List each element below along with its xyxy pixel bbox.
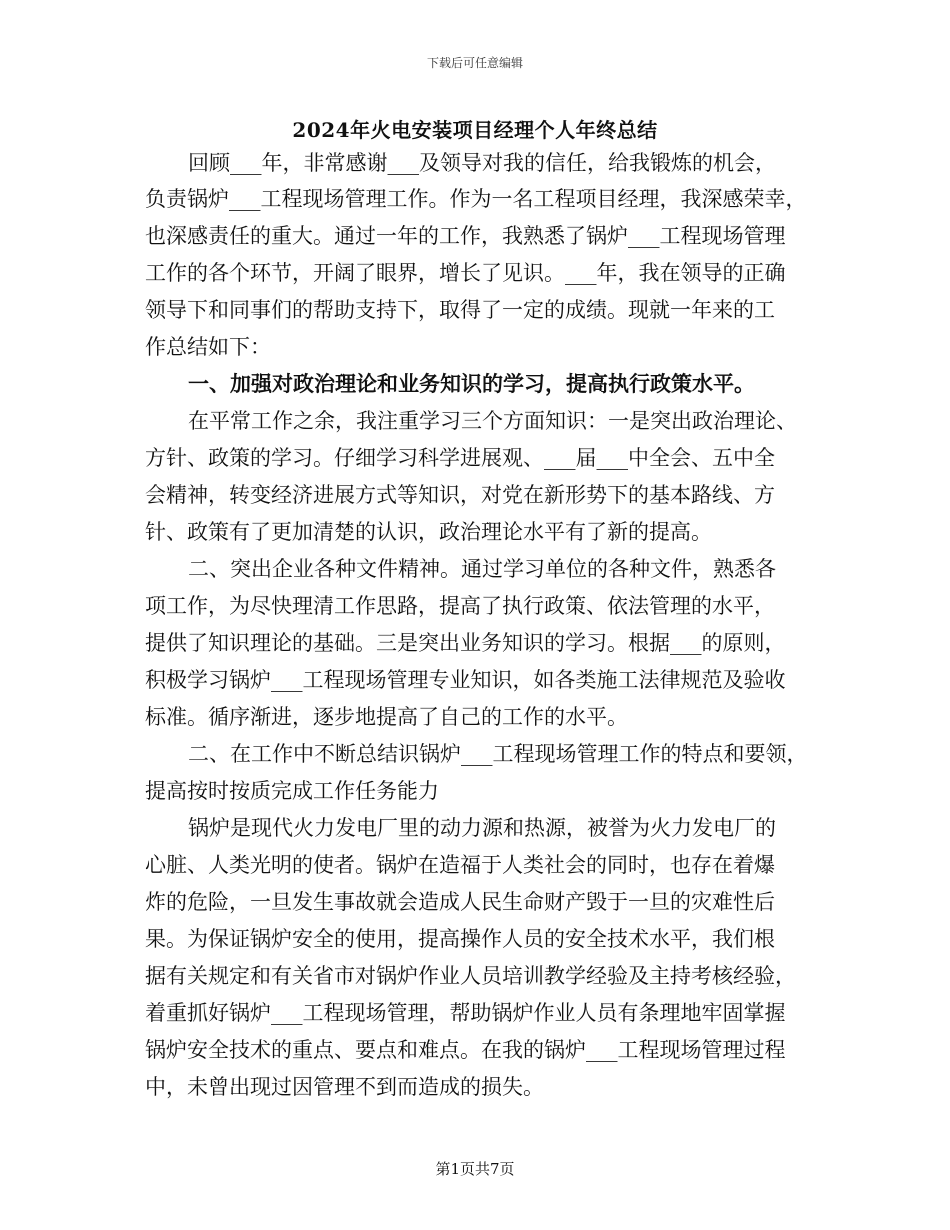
paragraph-line: 锅炉安全技术的重点、要点和难点。在我的锅炉___工程现场管理过程 — [145, 1038, 786, 1062]
paragraph-line: 炸的危险，一旦发生事故就会造成人民生命财产毁于一旦的灾难性后 — [145, 890, 775, 914]
paragraph-line: 项工作，为尽快理清工作思路，提高了执行政策、依法管理的水平， — [145, 594, 775, 618]
paragraph-line: 负责锅炉___工程现场管理工作。作为一名工程项目经理，我深感荣幸， — [145, 187, 807, 211]
paragraph-line: 在平常工作之余，我注重学习三个方面知识：一是突出政治理论、 — [188, 409, 797, 433]
paragraph-line: 积极学习锅炉___工程现场管理专业知识，如各类施工法律规范及验收 — [145, 668, 786, 692]
section-heading: 一、加强对政治理论和业务知识的学习，提高执行政策水平。 — [188, 371, 755, 396]
paragraph-line: 领导下和同事们的帮助支持下，取得了一定的成绩。现就一年来的工 — [145, 298, 775, 322]
paragraph-line: 据有关规定和有关省市对锅炉作业人员培训教学经验及主持考核经验， — [145, 964, 796, 988]
paragraph-line: 锅炉是现代火力发电厂里的动力源和热源，被誉为火力发电厂的 — [188, 816, 776, 840]
paragraph-line: 工作的各个环节，开阔了眼界，增长了见识。___年，我在领导的正确 — [145, 261, 786, 285]
page-number: 第1页共7页 — [435, 1160, 515, 1178]
paragraph-line: 中，未曾出现过因管理不到而造成的损失。 — [145, 1075, 544, 1099]
paragraph-line: 提供了知识理论的基础。三是突出业务知识的学习。根据___的原则， — [145, 631, 786, 655]
paragraph-line: 果。为保证锅炉安全的使用，提高操作人员的安全技术水平，我们根 — [145, 927, 775, 951]
paragraph-line: 标准。循序渐进，逐步地提高了自己的工作的水平。 — [145, 705, 628, 729]
paragraph-line: 回顾___年，非常感谢___及领导对我的信任，给我锻炼的机会， — [188, 151, 776, 175]
paragraph-line: 会精神，转变经济进展方式等知识，对党在新形势下的基本路线、方 — [145, 483, 775, 507]
paragraph-line: 作总结如下： — [145, 335, 271, 359]
paragraph-line: 针、政策有了更加清楚的认识，政治理论水平有了新的提高。 — [145, 520, 712, 544]
paragraph-line: 二、突出企业各种文件精神。通过学习单位的各种文件，熟悉各 — [188, 557, 776, 581]
paragraph-line: 也深感责任的重大。通过一年的工作，我熟悉了锅炉___工程现场管理 — [145, 224, 786, 248]
paragraph-line: 心脏、人类光明的使者。锅炉在造福于人类社会的同时，也存在着爆 — [145, 853, 775, 877]
paragraph-line: 方针、政策的学习。仔细学习科学进展观、___届___中全会、五中全 — [145, 446, 775, 470]
paragraph-line: 提高按时按质完成工作任务能力 — [145, 779, 439, 803]
page-header-note: 下载后可任意编辑 — [426, 56, 523, 70]
document-title: 2024年火电安装项目经理个人年终总结 — [292, 118, 658, 142]
paragraph-line: 二、在工作中不断总结识锅炉___工程现场管理工作的特点和要领， — [188, 742, 808, 766]
paragraph-line: 着重抓好锅炉___工程现场管理，帮助锅炉作业人员有条理地牢固掌握 — [145, 1001, 786, 1025]
